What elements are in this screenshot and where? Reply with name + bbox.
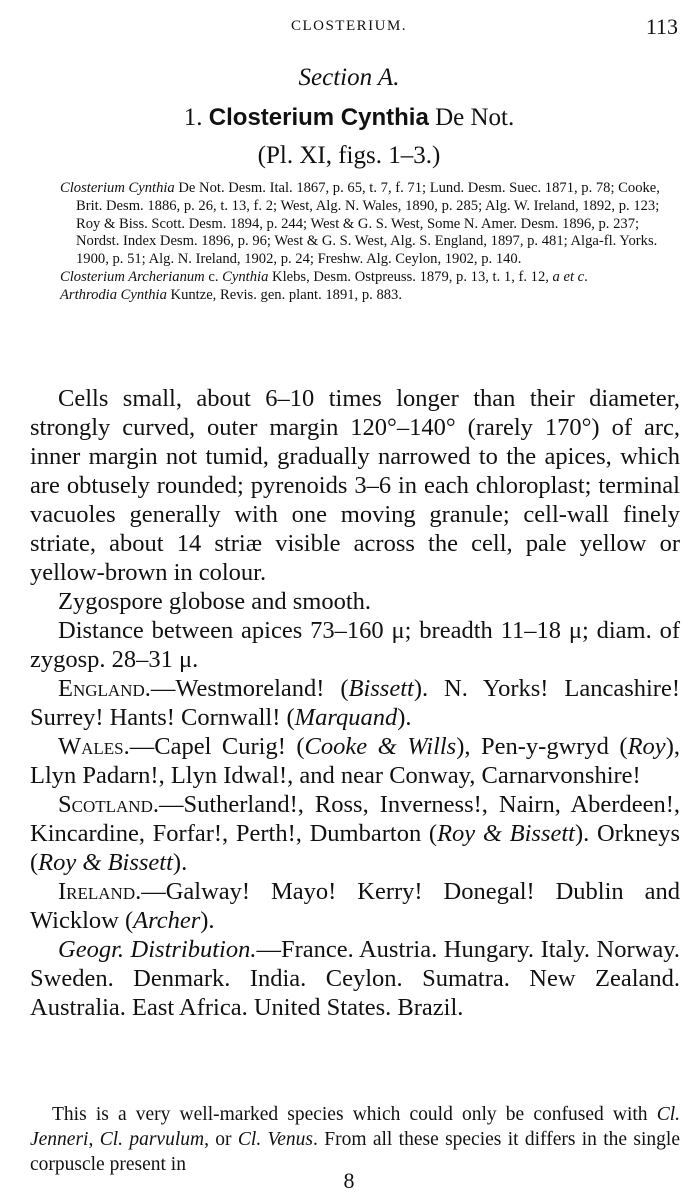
synonym-citation: De Not. Desm. Ital. 1867, p. 65, t. 7, f. 71; Lund. Desm. Suec. 1871, p. 78; Cooke, Brit. Desm. 1886, p. 26, t. 13, f. 2; West, Alg. N. Wales, 1890, p. 285; Alg. W. Ireland, 1892, p. 123; Roy & Biss. Scott. Desm. 1894, p. 244; West & G. S. West, Some N. Amer. Desm. 1896, p. 237; Nordst. Index Desm. 1896, p. 96; West & G. S. West, Alg. S. England, 1897, p. 481; Alga-fl. Yorks. 1900, p. 51; Alg. N. Ireland, 1902, p. 24; Freshw. Alg. Ceylon, 1902, p. 140. (76, 180, 660, 268)
synonym-name: Cynthia (222, 268, 269, 285)
species-ref: Cl. parvulum (99, 1129, 205, 1150)
locality-text: ), Pen-y-gwryd ( (456, 733, 628, 760)
region-label: Geogr. Distribution. (58, 936, 257, 963)
synonym-entry (60, 269, 685, 287)
running-head-title: CLOSTERIUM. (290, 18, 408, 34)
synonym-entry (60, 180, 685, 269)
zygospore-paragraph: Zygospore globose and smooth. (58, 588, 372, 615)
remarks-segment: , (88, 1129, 100, 1150)
collector-name: Bissett (348, 675, 414, 702)
collector-name: Cooke & Wills (304, 733, 457, 760)
species-number: 1. (183, 104, 203, 131)
locality-text: —Capel Curig! ( (129, 733, 305, 760)
locality-text: ). Orkneys ( (30, 820, 680, 876)
collector-name: Roy & Bissett (437, 820, 575, 847)
species-name: Closterium Cynthia (208, 104, 429, 131)
synonym-entry (60, 287, 685, 305)
remarks-paragraph (30, 1102, 680, 1177)
synonym-figure-ref: a et c (552, 268, 585, 285)
synonymy-list (60, 180, 685, 305)
remarks-text (30, 1102, 680, 1177)
locality-text: —Galway! Mayo! Kerry! Donegal! Dublin and Wicklow ( (30, 878, 680, 934)
remarks-segment: This is a very well-marked species which could only be confused with (52, 1104, 657, 1125)
collector-name: Marquand (294, 704, 398, 731)
region-label: Wales. (58, 733, 130, 760)
synonym-citation: Kuntze, Revis. gen. plant. 1891, p. 883. (166, 286, 402, 303)
locality-text: ). N. Yorks! Lancashire! Surrey! Hants! Cornwall! ( (30, 675, 680, 731)
section-heading: Section A. (298, 64, 400, 91)
locality-text: ). (172, 849, 188, 876)
collector-name: Archer (133, 907, 201, 934)
locality-text: ), Llyn Padarn!, Llyn Idwal!, and near Conway, Carnarvonshire! (30, 733, 680, 789)
running-head (0, 14, 698, 44)
distribution-wales (30, 732, 680, 790)
synonym-citation: c. (204, 268, 223, 285)
distribution-geographic (30, 935, 680, 1022)
locality-text: ). (397, 704, 412, 731)
synonym-name: Arthrodia Cynthia (60, 286, 167, 303)
locality-text: —France. Austria. Hungary. Italy. Norway. Sweden. Denmark. India. Ceylon. Sumatra. New Zealand. Australia. East Africa. United States. Brazil. (30, 936, 680, 1021)
synonym-name: Closterium Cynthia (60, 180, 175, 196)
region-label: Scotland. (58, 791, 159, 818)
species-heading (0, 104, 698, 132)
page-number: 113 (645, 14, 678, 39)
plate-reference: (Pl. XI, figs. 1–3.) (257, 142, 441, 169)
region-label: Ireland. (58, 878, 142, 905)
species-ref: Cl. Jenneri (30, 1104, 680, 1150)
region-label: England. (58, 675, 151, 702)
species-description (30, 384, 680, 1022)
locality-text: ). (200, 907, 215, 934)
locality-text: —Westmoreland! ( (150, 675, 349, 702)
synonym-citation: Klebs, Desm. Ostpreuss. 1879, p. 13, t. 1, f. 12, (268, 268, 553, 285)
dimensions-paragraph: Distance between apices 73–160 μ; breadth 11–18 μ; diam. of zygosp. 28–31 μ. (30, 617, 680, 673)
locality-text: —Sutherland!, Ross, Inverness!, Nairn, Aberdeen!, Kincardine, Forfar!, Perth!, Dumbarton ( (30, 791, 680, 847)
remarks-segment: , or (204, 1129, 238, 1150)
collector-name: Roy & Bissett (38, 849, 173, 876)
distribution-scotland (30, 790, 680, 877)
synonym-name: Closterium Archerianum (60, 268, 205, 285)
distribution-england (30, 674, 680, 732)
collector-name: Roy (627, 733, 666, 760)
signature-mark: 8 (343, 1168, 355, 1193)
synonym-citation: . (584, 268, 588, 285)
species-authority: De Not. (435, 104, 515, 131)
remarks-segment: . From all these species it differs in the single corpuscle present in (30, 1129, 681, 1175)
distribution-ireland (30, 877, 680, 935)
description-paragraph: Cells small, about 6–10 times longer than their diameter, strongly curved, outer margin 120°–140° (rarely 170°) of arc, inner margin not tumid, gradually narrowed to the apices, which are obtusely rounded; pyrenoids 3–6 in each chloroplast; terminal vacuoles generally with one moving granule; cell-wall finely striate, about 14 striæ visible across the cell, pale yellow or yellow-brown in colour. (30, 385, 680, 586)
species-ref: Cl. Venus (237, 1129, 314, 1150)
